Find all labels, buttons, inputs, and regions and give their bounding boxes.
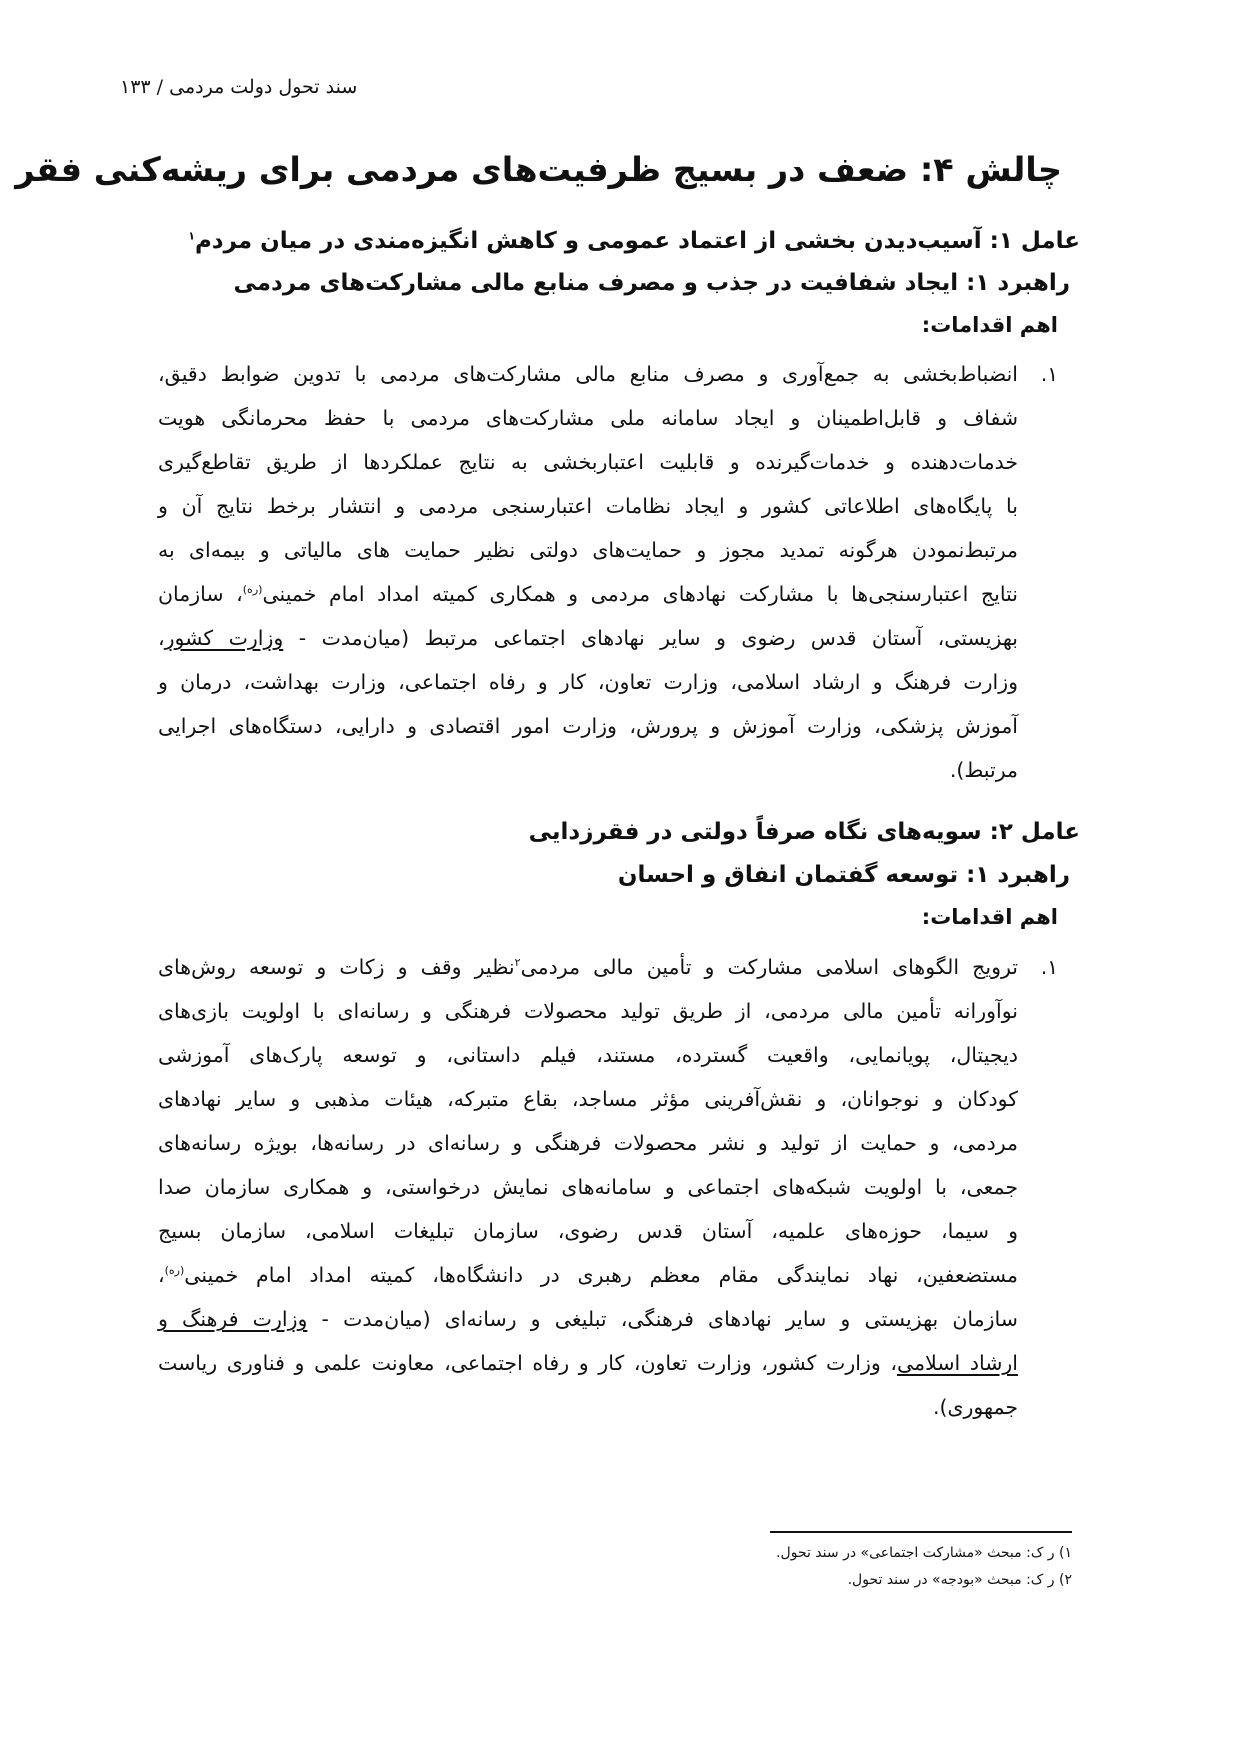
text-segment: نظیر وقف و زکات و توسعه روش‌های	[158, 955, 515, 979]
text-segment: مستضعفین، نهاد نمایندگی مقام معظم رهبری در دانشگاه‌ها، کمیته امداد امام خمینی	[184, 1263, 1018, 1287]
text-line: مرتبط‌نمودن هرگونه تمدید مجوز و حمایت‌های دولتی نظیر حمایت های مالیاتی و بیمه‌ای به	[158, 538, 1018, 562]
text-line: وزارت فرهنگ و ارشاد اسلامی، وزارت تعاون، کار و رفاه اجتماعی، وزارت بهداشت، درمان و	[158, 670, 1018, 694]
text-line: جمعی، با اولویت شبکه‌های اجتماعی و سامانه‌های نمایش درخواستی، و همکاری سازمان صدا	[158, 1175, 1018, 1199]
factor-2-actions-label: اهم اقدامات:	[921, 905, 1058, 929]
factor-1-title: عامل ۱: آسیب‌دیدن بخشی از اعتماد عمومی و کاهش انگیزه‌مندی در میان مردم	[194, 228, 1080, 254]
text-line: مردمی، و حمایت از تولید و نشر محصولات فرهنگی و رسانه‌ای در رسانه‌ها، بویژه رسانه‌های	[158, 1131, 1018, 1155]
honorific: (ره)	[242, 583, 263, 597]
text-segment: ، وزارت کشور، وزارت تعاون، کار و رفاه اجتماعی، معاونت علمی و فناوری ریاست	[158, 1351, 898, 1375]
factor-1-strategy: راهبرد ۱: ایجاد شفافیت در جذب و مصرف منابع مالی مشارکت‌های مردمی	[233, 270, 1070, 296]
lead-agency-cont: ارشاد اسلامی	[897, 1351, 1018, 1375]
text-line	[158, 572, 1018, 616]
footnote-2: ۲) ر ک: مبحث «بودجه» در سند تحول.	[847, 1572, 1072, 1588]
text-line: خدمات‌دهنده و خدمات‌گیرنده و قابلیت اعتباربخشی به نتایج عملکردها از طریق تقاطع‌گیری	[158, 450, 1018, 474]
challenge-title: چالش ۴: ضعف در بسیج ظرفیت‌های مردمی برای ریشه‌کنی فقر	[15, 150, 1062, 189]
text-line: دیجیتال، پویانمایی، واقعیت گسترده، مستند، فیلم داستانی، و توسعه پارک‌های آموزشی	[158, 1043, 1018, 1067]
text-segment: نتایج اعتبارسنجی‌ها با مشارکت نهادهای مردمی و همکاری کمیته امداد امام خمینی	[262, 582, 1018, 606]
text-line: نوآورانه تأمین مالی مردمی، از طریق تولید محصولات فرهنگی و رسانه‌ای با اولویت بازی‌های	[158, 999, 1018, 1023]
item-number: ۱.	[1040, 362, 1058, 386]
text-line: مرتبط).	[949, 758, 1018, 782]
lead-agency: وزارت کشور	[164, 626, 284, 650]
text-segment: بهزیستی، آستان قدس رضوی و سایر نهادهای اجتماعی مرتبط (میان‌مدت -	[283, 626, 1018, 650]
footnote-ref-1[interactable]: ۱	[188, 229, 195, 243]
factor-2-heading: عامل ۲: سویه‌های نگاه صرفاً دولتی در فقرزدایی	[528, 819, 1080, 845]
running-head: سند تحول دولت مردمی / ۱۳۳	[120, 76, 358, 98]
text-line: کودکان و نوجوانان، و نقش‌آفرینی مؤثر مساجد، بقاع متبرکه، هیئات مذهبی و سایر نهادهای	[158, 1087, 1018, 1111]
text-line: و سیما، حوزه‌های علمیه، آستان قدس رضوی، سازمان تبلیغات اسلامی، سازمان بسیج	[158, 1219, 1018, 1243]
text-segment: ،	[158, 626, 165, 650]
text-line: با پایگاه‌های اطلاعاتی کشور و ایجاد نظامات اعتبارسنجی مردمی و انتشار برخط نتایج آن و	[158, 494, 1018, 518]
text-segment: ،	[158, 1263, 165, 1287]
footnote-ref-2[interactable]: ۲	[514, 956, 521, 970]
text-line	[158, 1253, 1018, 1297]
text-line	[158, 945, 1018, 989]
text-segment: ، سازمان	[158, 582, 243, 606]
factor-1-action-item	[158, 352, 1058, 792]
text-segment: سازمان بهزیستی و سایر نهادهای فرهنگی، تبلیغی و رسانه‌ای (میان‌مدت -	[307, 1307, 1018, 1331]
text-line: آموزش پزشکی، وزارت آموزش و پرورش، وزارت امور اقتصادی و دارایی، دستگاه‌های اجرایی	[158, 714, 1018, 738]
text-line	[158, 616, 1018, 660]
text-line: انضباط‌بخشی به جمع‌آوری و مصرف منابع مالی مشارکت‌های مردمی با تدوین ضوابط دقیق،	[158, 362, 1018, 386]
footnote-separator	[770, 1531, 1072, 1533]
text-line	[158, 1297, 1018, 1341]
text-line: جمهوری).	[932, 1395, 1018, 1419]
text-segment: ترویج الگوهای اسلامی مشارکت و تأمین مالی مردمی	[520, 955, 1018, 979]
text-line	[158, 1341, 1018, 1385]
lead-agency: وزارت فرهنگ و	[158, 1307, 308, 1331]
factor-1-actions-label: اهم اقدامات:	[921, 313, 1058, 337]
footnote-1: ۱) ر ک: مبحث «مشارکت اجتماعی» در سند تحول.	[776, 1545, 1072, 1561]
item-number: ۱.	[1040, 955, 1058, 979]
factor-2-action-item	[158, 945, 1058, 1429]
honorific: (ره)	[164, 1264, 185, 1278]
text-line: شفاف و قابل‌اطمینان و ایجاد سامانه ملی مشارکت‌های مردمی با حفظ محرمانگی هویت	[158, 406, 1018, 430]
factor-2-strategy: راهبرد ۱: توسعه گفتمان انفاق و احسان	[617, 862, 1070, 888]
factor-1-heading	[188, 228, 1080, 254]
